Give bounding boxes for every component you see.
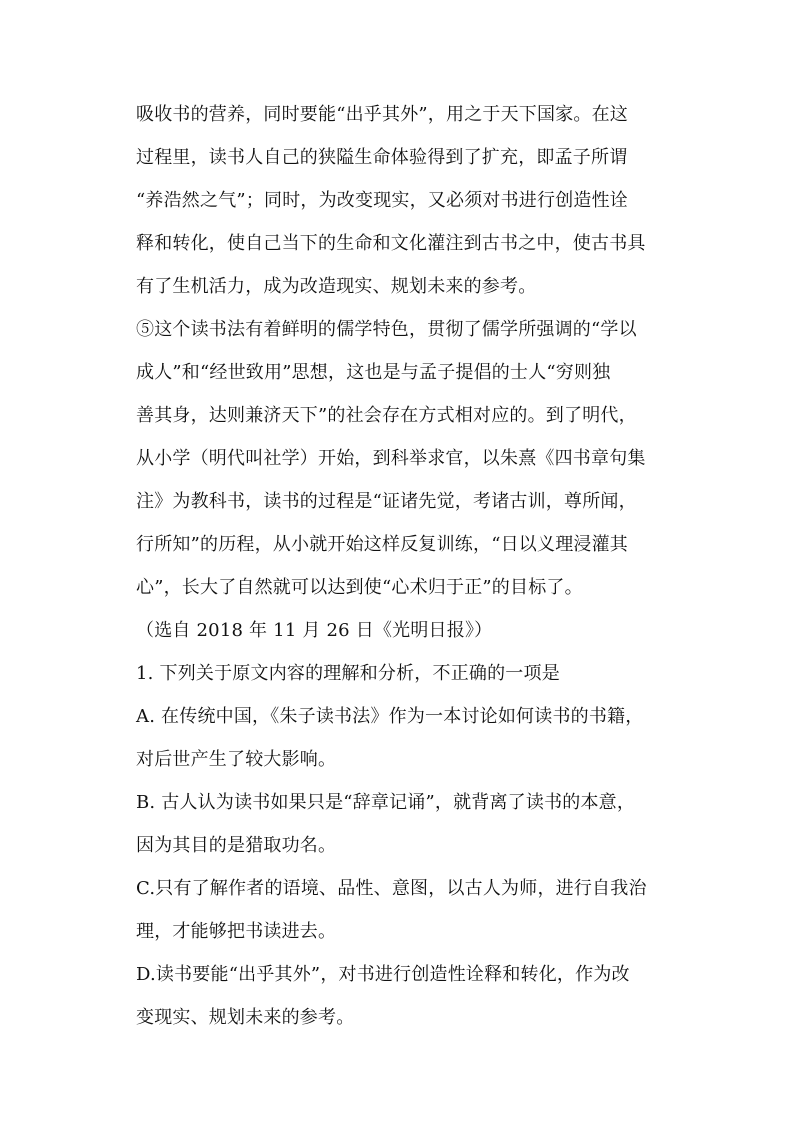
- option-c-continued: 理，才能够把书读进去。: [136, 921, 337, 942]
- text-line: 释和转化，使自己当下的生命和文化灌注到古书之中，使古书具: [136, 233, 646, 254]
- option-a: A. 在传统中国，《朱子读书法》作为一本讨论如何读书的书籍，: [136, 706, 644, 727]
- text-line: 注》为教科书，读书的过程是“证诸先觉，考诸古训，尊所闻，: [136, 491, 637, 512]
- text-line: 行所知”的历程，从小就开始这样反复训练，“日以义理浸灌其: [136, 534, 629, 555]
- text-line: 有了生机活力，成为改造现实、规划未来的参考。: [136, 276, 537, 297]
- text-line: 吸收书的营养，同时要能“出乎其外”，用之于天下国家。在这: [136, 104, 629, 125]
- text-line: 善其身，达则兼济天下”的社会存在方式相对应的。到了明代，: [136, 405, 637, 426]
- text-line: 过程里，读书人自己的狭隘生命体验得到了扩充，即孟子所谓: [136, 147, 628, 168]
- option-b-continued: 因为其目的是猎取功名。: [136, 835, 337, 856]
- option-c: C.只有了解作者的语境、品性、意图，以古人为师，进行自我治: [136, 878, 647, 899]
- text-line: 从小学（明代叫社学）开始，到科举求官，以朱熹《四书章句集: [136, 448, 646, 469]
- option-a-continued: 对后世产生了较大影响。: [136, 749, 337, 770]
- text-line: 心”，长大了自然就可以达到使“心术归于正”的目标了。: [136, 577, 583, 598]
- question-1: 1. 下列关于原文内容的理解和分析，不正确的一项是: [136, 663, 560, 684]
- option-d: D.读书要能“出乎其外”，对书进行创造性诠释和转化，作为改: [136, 964, 630, 985]
- paragraph-5-start: ⑤这个读书法有着鲜明的儒学特色，贯彻了儒学所强调的“学以: [136, 319, 637, 340]
- option-b: B. 古人认为读书如果只是“辞章记诵”，就背离了读书的本意，: [136, 792, 636, 813]
- text-line: “养浩然之气”；同时，为改变现实，又必须对书进行创造性诠: [136, 190, 629, 211]
- source-citation: （选自 2018 年 11 月 26 日《光明日报》）: [136, 620, 493, 641]
- text-line: 成人”和“经世致用”思想，这也是与孟子提倡的士人“穷则独: [136, 362, 611, 383]
- option-d-continued: 变现实、规划未来的参考。: [136, 1007, 355, 1028]
